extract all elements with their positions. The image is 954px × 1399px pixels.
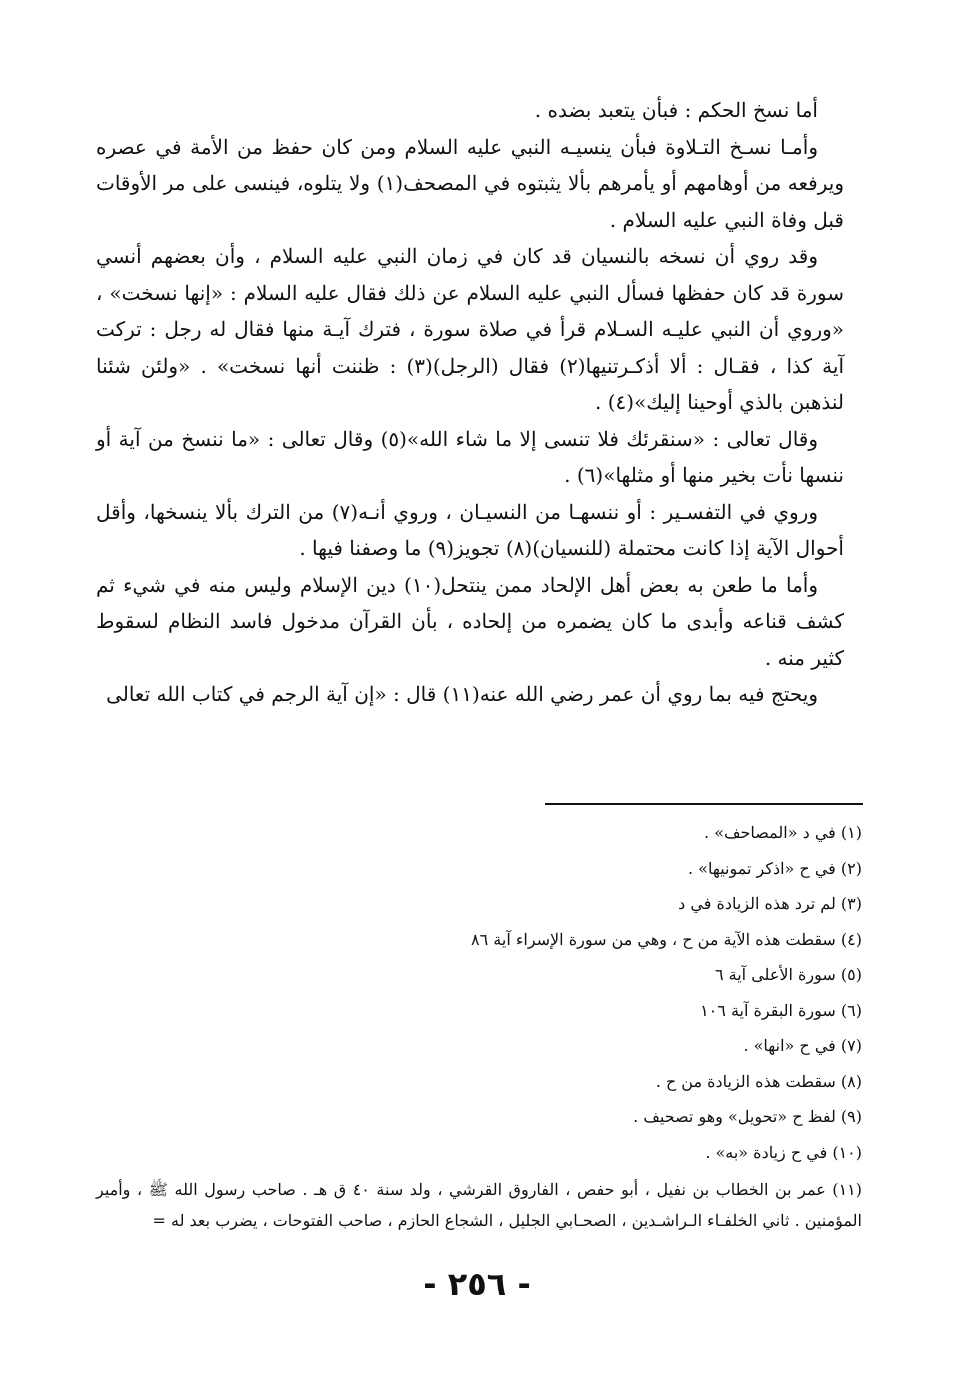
paragraph: ويحتج فيه بما روي أن عمر رضي الله عنه(١١) قال : «إن آية الرجم في كتاب الله تعالى — [106, 682, 818, 706]
paragraph: وقال تعالى : «سنقرئك فلا تنسى إلا ما شاء الله»(٥) وقال تعالى : «ما ننسخ من آية أو ننسها نأت بخير منها أو مثلها»(٦) . — [96, 426, 844, 487]
footnotes — [96, 815, 862, 1236]
footnote-divider — [545, 803, 863, 805]
paragraph: وروي في التفسـير : أو ننسهـا من النسيـان ، وروي أنـه(٧) من الترك بألا ينسخها، وأقل أحوال الآية إذا كانت محتملة (للنسيان)(٨) تجويز(٩) ما وصفنا فيها . — [96, 499, 844, 560]
paragraph: وأما ما طعن به بعض أهل الإلحاد ممن ينتحل(١٠) دين الإسلام وليس منه في شيء ثم كشف قناعه وأبدى ما كان يضمره من إلحاده ، بأن القرآن مدخول فاسد النظام لسقوط كثير منه . — [96, 572, 844, 670]
footnote: (٨) سقطت هذه الزيادة من ح . — [655, 1071, 862, 1091]
main-text — [96, 92, 844, 713]
footnote: (٢) في ح «اذكر تمونيها» . — [687, 858, 862, 878]
footnote: (٤) سقطت هذه الآية من ح ، وهي من سورة الإسراء آية ٨٦ — [471, 929, 862, 949]
footnote: (٦) سورة البقرة آية ١٠٦ — [700, 1000, 862, 1020]
paragraph: وأمـا نسـخ التـلاوة فبأن ينسيـه النبي عليه السلام ومن كان حفظ من الأمة في عصره ويرفعه من أوهامهم أو يأمرهم بألا يثبتوه في المصحف(١) ولا يتلوه، فينسى على مر الأوقات قبل وفاة النبي عليه السلام . — [96, 134, 845, 232]
footnote: (١١) عمر بن الخطاب بن نفيل ، أبو حفص ، الفاروق القرشي ، ولد سنة ٤٠ ق هـ . صاحب رسول الله ﷺ ، وأمير المؤمنين . ثاني الخلفـاء الـراشـدين ، الصحـابي الجليل ، الشجاع الحازم ، صاحب الفتوحات ، يضرب بعد له = — [96, 1180, 862, 1230]
paragraph: أما نسخ الحكم : فبأن يتعبد بضده . — [534, 98, 818, 122]
footnote: (٩) لفظ ح «تحويل» وهو تصحيف . — [633, 1107, 862, 1126]
footnote: (٣) لم ترد هذه الزيادة في د — [678, 894, 862, 913]
footnote: (١) في د «المصاحف» . — [704, 823, 862, 842]
page-number: - ٢٥٦ - — [423, 1265, 531, 1303]
footnote: (١٠) في ح زيادة «به» . — [705, 1142, 862, 1162]
footnote: (٥) سورة الأعلى آية ٦ — [714, 965, 862, 984]
footnote: (٧) في ح «انها» . — [743, 1036, 862, 1055]
paragraph: وقد روي أن نسخه بالنسيان قد كان في زمان النبي عليه السلام ، وأن بعضهم أنسي سورة قد كان حفظها فسأل النبي عليه السلام عن ذلك فقال عليه السلام : «إنها نسخت» ، «وروي أن النبي عليـه السـلام قرأ في صلاة سورة ، فترك آيـة منها فقال له رجل : تركت آية كذا ، فقـال : ألا أذكـرتنيها(٢) فقال (الرجل)(٣) : ظننت أنها نسخت» . «ولئن شئنا لنذهبن بالذي أوحينا إليك»(٤) . — [96, 244, 844, 414]
